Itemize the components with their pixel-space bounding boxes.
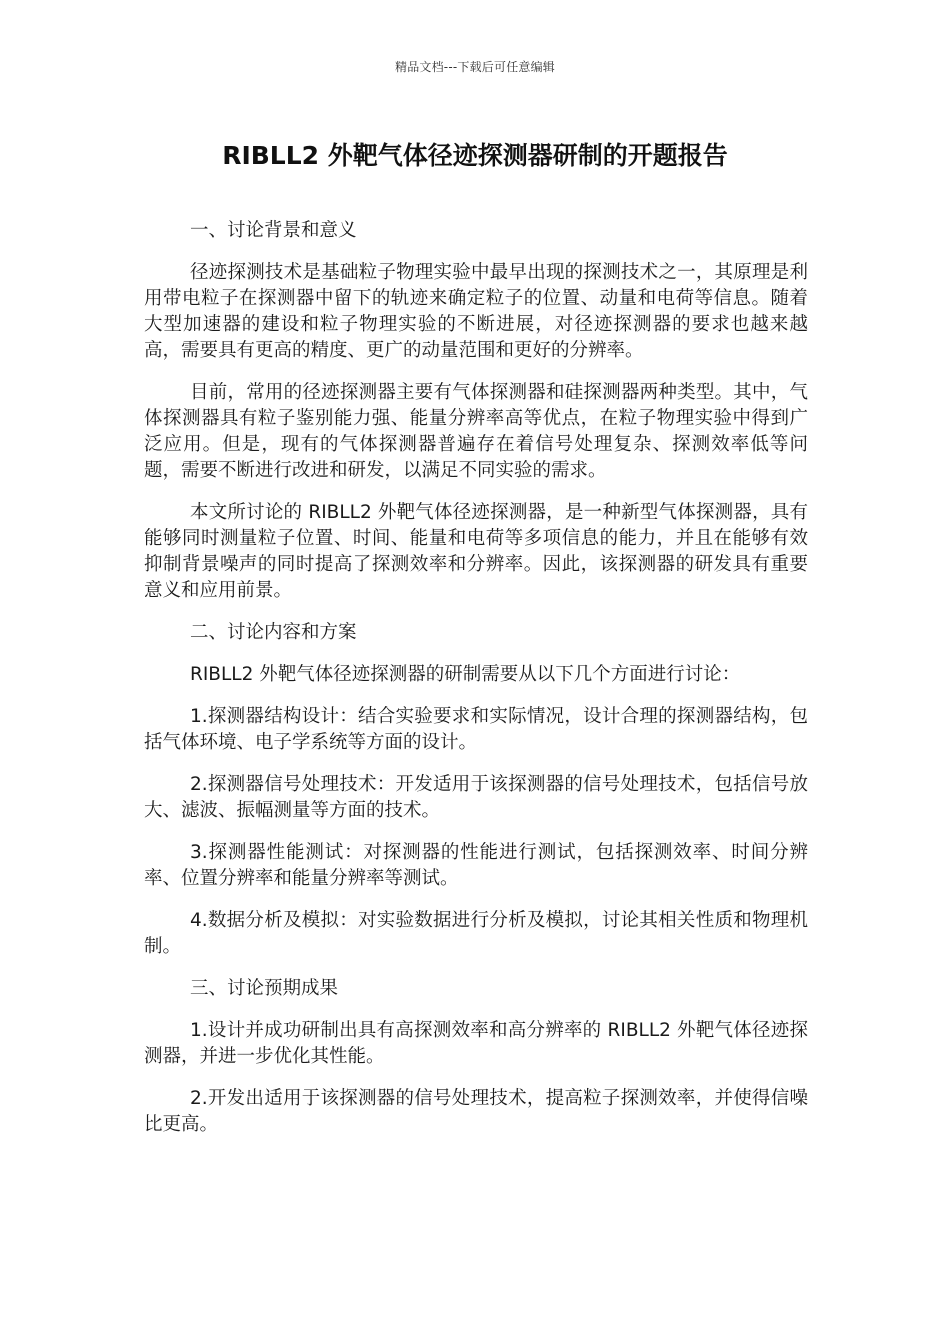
paragraph: 目前，常用的径迹探测器主要有气体探测器和硅探测器两种类型。其中，气体探测器具有粒子鉴别能力强、能量分辨率高等优点，在粒子物理实验中得到广泛应用。但是，现有的气体探测器普遍存在着信号处理复杂、探测效率低等问题，需要不断进行改进和研发，以满足不同实验的需求。 [144,382,808,481]
paragraph: RIBLL2 外靶气体径迹探测器的研制需要从以下几个方面进行讨论： [190,664,741,685]
list-item: 1.设计并成功研制出具有高探测效率和高分辨率的 RIBLL2 外靶气体径迹探测器，并进一步优化其性能。 [144,1020,808,1067]
paragraph: 径迹探测技术是基础粒子物理实验中最早出现的探测技术之一，其原理是利用带电粒子在探测器中留下的轨迹来确定粒子的位置、动量和电荷等信息。随着大型加速器的建设和粒子物理实验的不断进展，对径迹探测器的要求也越来越高，需要具有更高的精度、更广的动量范围和更好的分辨率。 [144,262,808,361]
list-item: 3.探测器性能测试：对探测器的性能进行测试，包括探测效率、时间分辨率、位置分辨率和能量分辨率等测试。 [144,842,808,889]
document-body [144,218,808,1154]
list-item: 4.数据分析及模拟：对实验数据进行分析及模拟，讨论其相关性质和物理机制。 [144,910,808,957]
header-note: 精品文档---下载后可任意编辑 [395,60,555,74]
list-item: 2.探测器信号处理技术：开发适用于该探测器的信号处理技术，包括信号放大、滤波、振幅测量等方面的技术。 [144,774,808,821]
section-heading-outcomes: 三、讨论预期成果 [190,978,339,999]
list-item: 1.探测器结构设计：结合实验要求和实际情况，设计合理的探测器结构，包括气体环境、电子学系统等方面的设计。 [144,706,808,753]
paragraph: 本文所讨论的 RIBLL2 外靶气体径迹探测器，是一种新型气体探测器，具有能够同时测量粒子位置、时间、能量和电荷等多项信息的能力，并且在能够有效抑制背景噪声的同时提高了探测效率和分辨率。因此，该探测器的研发具有重要意义和应用前景。 [144,502,808,601]
section-heading-content: 二、讨论内容和方案 [190,622,357,643]
list-item: 2.开发出适用于该探测器的信号处理技术，提高粒子探测效率，并使得信噪比更高。 [144,1088,808,1135]
section-heading-background: 一、讨论背景和意义 [190,220,357,241]
document-title: RIBLL2 外靶气体径迹探测器研制的开题报告 [222,141,728,170]
